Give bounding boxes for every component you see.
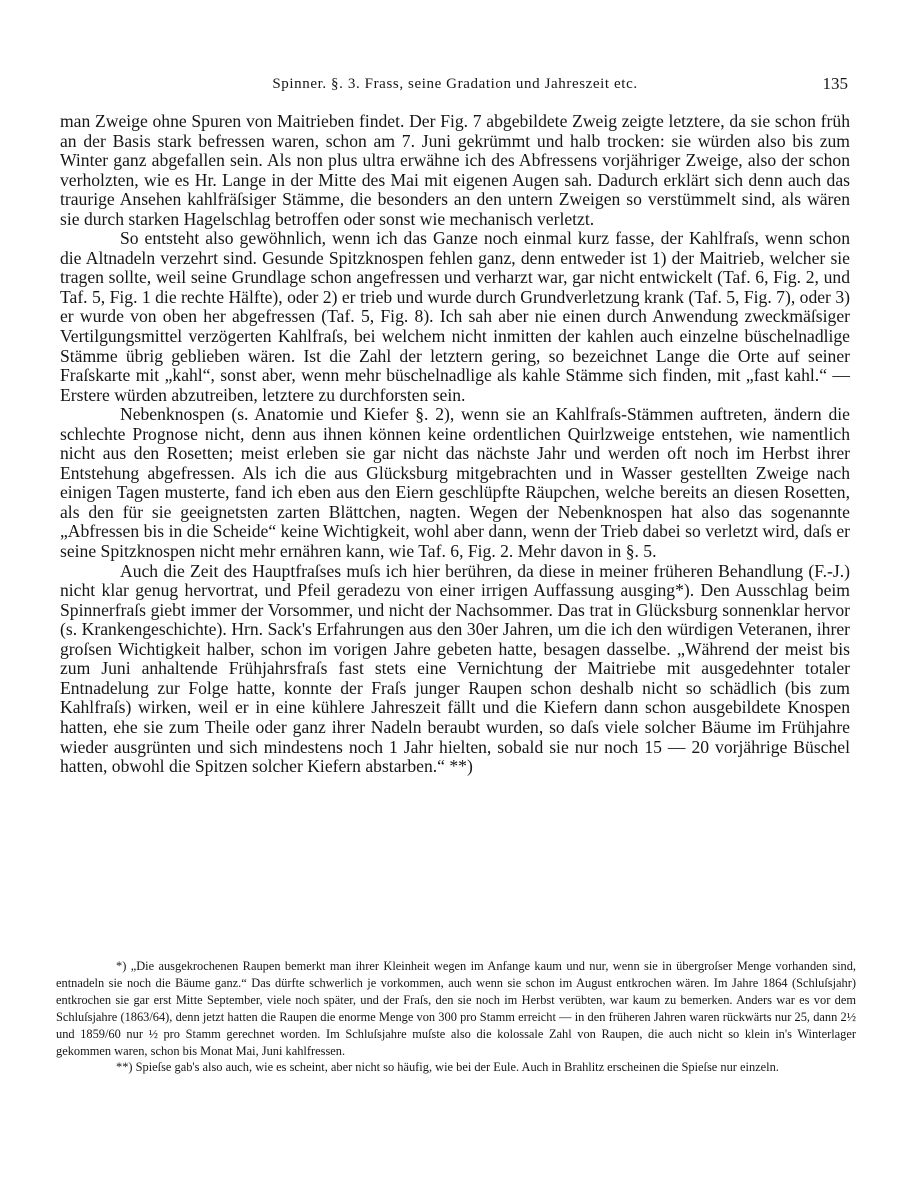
page-number: 135 xyxy=(822,74,848,93)
footnotes xyxy=(56,958,856,1076)
running-head xyxy=(60,74,850,100)
footnote: *) „Die ausgekrochenen Raupen bemerkt man ihrer Kleinheit wegen im Anfange kaum und nur, wenn sie in übergroſser Menge vorhanden sind, entnadeln sie noch die Bäume ganz.“ Das dürfte schwerlich je vorkommen, auch wenn sie schon im August entkrochen wären. Im Jahre 1864 (Schluſsjahr) entkrochen sie gar erst Mitte September, viele noch später, und der Fraſs, den sie noch im Herbst verübten, war kaum zu bemerken. Anders war es vor dem Schluſsjahre (1863/64), denn jetzt hatten die Raupen die enorme Menge von 300 pro Stamm erreicht — in den früheren Jahren waren rückwärts nur 25, dann 2½ und 1859/60 nur ½ pro Stamm gerechnet worden. Im Schluſsjahre muſste also die kolossale Zahl von Raupen, die auch nicht so klein in's Winterlager gekommen waren, schon bis Monat Mai, Juni kahlfressen. xyxy=(56,959,856,1058)
paragraph: Nebenknospen (s. Anatomie und Kiefer §. 2), wenn sie an Kahlfraſs-Stämmen auftreten, ändern die schlechte Prognose nicht, denn aus ihnen können keine ordentlichen Quirlzweige entstehen, wie namentlich nicht aus den Rosetten; meist erleben sie gar nicht das nächste Jahr und werden oft noch im Herbst ihrer Entstehung abgefressen. Als ich die aus Glücksburg mitgebrachten und in Wasser gestellten Zweige nach einigen Tagen musterte, fand ich eben aus den Eiern geschlüpfte Räupchen, welche bereits an diesen Rosetten, als den für sie geeignetsten zarten Blättchen, nagten. Wegen der Nebenknospen hat also das sogenannte „Abfressen bis in die Scheide“ keine Wichtigkeit, wohl aber dann, wenn der Trieb dabei so verletzt wird, daſs er seine Spitzknospen nicht mehr ernähren kann, wie Taf. 6, Fig. 2. Mehr davon in §. 5. xyxy=(60,404,850,562)
running-title: Spinner. §. 3. Frass, seine Gradation und Jahreszeit etc. xyxy=(272,76,638,92)
footnote: **) Spieſse gab's also auch, wie es scheint, aber nicht so häufig, wie bei der Eule. Auch in Brahlitz erscheinen die Spieſse nur einzeln. xyxy=(116,1060,779,1075)
body-text xyxy=(60,112,850,777)
paragraph: man Zweige ohne Spuren von Maitrieben findet. Der Fig. 7 abgebildete Zweig zeigte letztere, da sie schon früh an der Basis stark befressen waren, schon am 7. Juni gekrümmt und halb trocken: sie würden also bis zum Winter ganz abgefallen sein. Als non plus ultra erwähne ich des Abfressens vorjähriger Zweige, also der schon verholzten, wie es Hr. Lange in der Mitte des Mai mit eigenen Augen sah. Dadurch erklärt sich denn auch das traurige Ansehen kahlfräſsiger Stämme, die besonders an den untern Zweigen so verstümmelt sind, als wären sie durch starken Hagelschlag betroffen oder sonst wie mechanisch verletzt. xyxy=(60,111,850,229)
paragraph: So entsteht also gewöhnlich, wenn ich das Ganze noch einmal kurz fasse, der Kahlfraſs, wenn schon die Altnadeln verzehrt sind. Gesunde Spitzknospen fehlen ganz, denn entweder ist 1) der Maitrieb, welcher sie tragen sollte, weil seine Grundlage schon angefressen und verharzt war, gar nicht entwickelt (Taf. 6, Fig. 2, und Taf. 5, Fig. 1 die rechte Hälfte), oder 2) er trieb und wurde durch Grundverletzung krank (Taf. 5, Fig. 7), oder 3) er wurde von oben her abgefressen (Taf. 5, Fig. 8). Ich sah aber nie einen durch Anwendung zweckmäſsiger Vertilgungsmittel verzögerten Kahlfraſs, bei welchem nicht inmitten der kahlen auch einzelne büschelnadlige Stämme übrig geblieben wären. Ist die Zahl der letztern gering, so bezeichnet Lange die Orte auf seiner Fraſskarte mit „kahl“, sonst aber, wenn mehr büschelnadlige als kahle Stämme sich finden, mit „fast kahl.“ — Erstere würden abzutreiben, letztere zu durchforsten sein. xyxy=(60,228,850,405)
paragraph: Auch die Zeit des Hauptfraſses muſs ich hier berühren, da diese in meiner früheren Behandlung (F.-J.) nicht klar genug hervortrat, und Pfeil geradezu von einer irrigen Auffassung ausging*). Den Ausschlag beim Spinnerfraſs giebt immer der Vorsommer, und nicht der Nachsommer. Das trat in Glücksburg sonnenklar hervor (s. Krankengeschichte). Hrn. Sack's Erfahrungen aus den 30er Jahren, um die ich den würdigen Veteranen, ihrer groſsen Wichtigkeit halber, schon im vorigen Jahre gebeten hatte, besagen dasselbe. „Während der meist bis zum Juni anhaltende Frühjahrsfraſs fast stets eine Vernichtung der Maitriebe mit ausgedehnter totaler Entnadelung zur Folge hatte, konnte der Fraſs junger Raupen schon deshalb nicht so schädlich (bis zum Kahlfraſs) wirken, weil er in eine kühlere Jahreszeit fällt und die Kiefern dann schon ausgebildete Knospen hatten, ehe sie zum Theile oder ganz ihrer Nadeln beraubt wurden, so daſs viele solcher Bäume im Frühjahre wieder ausgrünten und sich mindestens noch 1 Jahr hielten, sobald sie nur noch 15 — 20 vorjährige Büschel hatten, obwohl die Spitzen solcher Kiefern abstarben.“ **) xyxy=(60,560,850,777)
